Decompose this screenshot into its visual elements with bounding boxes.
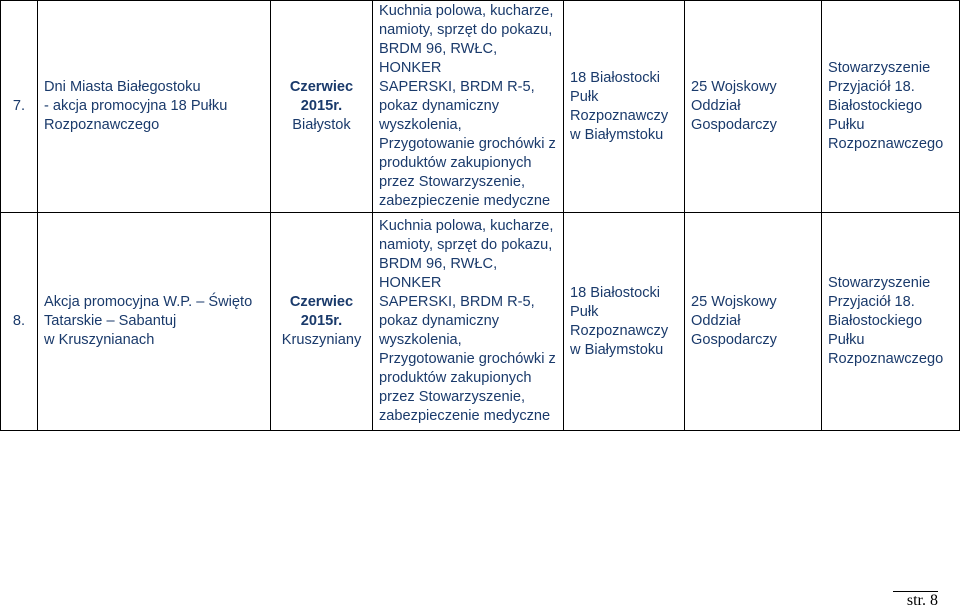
scope-line: wyszkolenia, xyxy=(379,332,462,348)
table-row xyxy=(1,1,960,213)
date-year: 2015r. xyxy=(300,313,343,329)
date-month: Czerwiec xyxy=(289,79,354,95)
organizer-line: Przyjaciół 18. xyxy=(828,294,915,310)
support-unit-cell xyxy=(685,1,822,213)
unit-line: Pułk xyxy=(570,303,599,320)
support-unit-line: Gospodarczy xyxy=(691,332,777,348)
support-unit-line: Oddział xyxy=(691,313,741,329)
organizer-line: Białostockiego xyxy=(828,313,923,329)
scope-cell xyxy=(373,1,564,213)
scope-line: przez Stowarzyszenie, xyxy=(379,174,525,190)
scope-line: wyszkolenia, xyxy=(379,117,462,133)
scope-line: Kuchnia polowa, kucharze, xyxy=(379,218,554,234)
scope-line: Przygotowanie grochówki z xyxy=(379,136,556,152)
support-unit-line: 25 Wojskowy xyxy=(691,79,777,95)
date-place-cell xyxy=(271,213,373,431)
support-unit-line: Gospodarczy xyxy=(691,117,777,133)
unit-line: 18 Białostocki xyxy=(570,284,661,301)
organizer-line: Rozpoznawczego xyxy=(828,136,944,152)
scope-line: pokaz dynamiczny xyxy=(379,98,500,114)
organizer-line: Stowarzyszenie xyxy=(828,275,931,291)
date-place: Kruszyniany xyxy=(281,332,362,348)
event-name-line: w Kruszynianach xyxy=(44,332,155,348)
organizer-cell xyxy=(822,1,960,213)
scope-cell xyxy=(373,213,564,431)
organizer-line: Pułku xyxy=(828,332,865,348)
date-place: Białystok xyxy=(292,117,351,133)
organizer-line: Białostockiego xyxy=(828,98,923,114)
support-unit-cell xyxy=(685,213,822,431)
event-name-line: Rozpoznawczego xyxy=(44,117,160,133)
scope-line: namioty, sprzęt do pokazu, xyxy=(379,22,553,38)
support-unit-line: 25 Wojskowy xyxy=(691,294,777,310)
date-month: Czerwiec xyxy=(289,294,354,310)
scope-line: SAPERSKI, BRDM R-5, xyxy=(379,79,535,95)
scope-line: zabezpieczenie medyczne xyxy=(379,408,551,424)
organizer-line: Pułku xyxy=(828,117,865,133)
unit-line: w Białymstoku xyxy=(570,341,664,358)
event-name-line: Tatarskie – Sabantuj xyxy=(44,313,177,329)
organizer-cell xyxy=(822,213,960,431)
scope-line: namioty, sprzęt do pokazu, xyxy=(379,237,553,253)
organizer-line: Stowarzyszenie xyxy=(828,60,931,76)
scope-line: zabezpieczenie medyczne xyxy=(379,193,551,209)
organizer-line: Przyjaciół 18. xyxy=(828,79,915,95)
scope-line: BRDM 96, RWŁC, HONKER xyxy=(379,256,498,291)
event-name-line: Dni Miasta Białegostoku xyxy=(44,79,201,95)
row-number: 7. xyxy=(1,1,38,213)
scope-line: pokaz dynamiczny xyxy=(379,313,500,329)
row-number: 8. xyxy=(1,213,38,431)
scope-line: produktów zakupionych xyxy=(379,155,532,171)
scope-line: Kuchnia polowa, kucharze, xyxy=(379,3,554,19)
scope-line: produktów zakupionych xyxy=(379,370,532,386)
event-name-cell xyxy=(38,1,271,213)
scope-line: BRDM 96, RWŁC, HONKER xyxy=(379,41,498,76)
event-name-cell xyxy=(38,213,271,431)
date-year: 2015r. xyxy=(300,98,343,114)
date-place-cell xyxy=(271,1,373,213)
unit-line: w Białymstoku xyxy=(570,126,664,143)
organizer-line: Rozpoznawczego xyxy=(828,351,944,367)
event-name-line: - akcja promocyjna 18 Pułku xyxy=(44,98,228,114)
scope-line: Przygotowanie grochówki z xyxy=(379,351,556,367)
event-name-line: Akcja promocyjna W.P. – Święto xyxy=(44,294,253,310)
unit-line: 18 Białostocki xyxy=(570,69,661,86)
unit-line: Pułk xyxy=(570,88,599,105)
scope-line: SAPERSKI, BRDM R-5, xyxy=(379,294,535,310)
unit-line: Rozpoznawczy xyxy=(570,107,669,124)
unit-cell xyxy=(564,1,685,213)
unit-cell xyxy=(564,213,685,431)
scope-line: przez Stowarzyszenie, xyxy=(379,389,525,405)
table-row xyxy=(1,213,960,431)
page-number: str. 8 xyxy=(906,592,938,609)
unit-line: Rozpoznawczy xyxy=(570,322,669,339)
support-unit-line: Oddział xyxy=(691,98,741,114)
